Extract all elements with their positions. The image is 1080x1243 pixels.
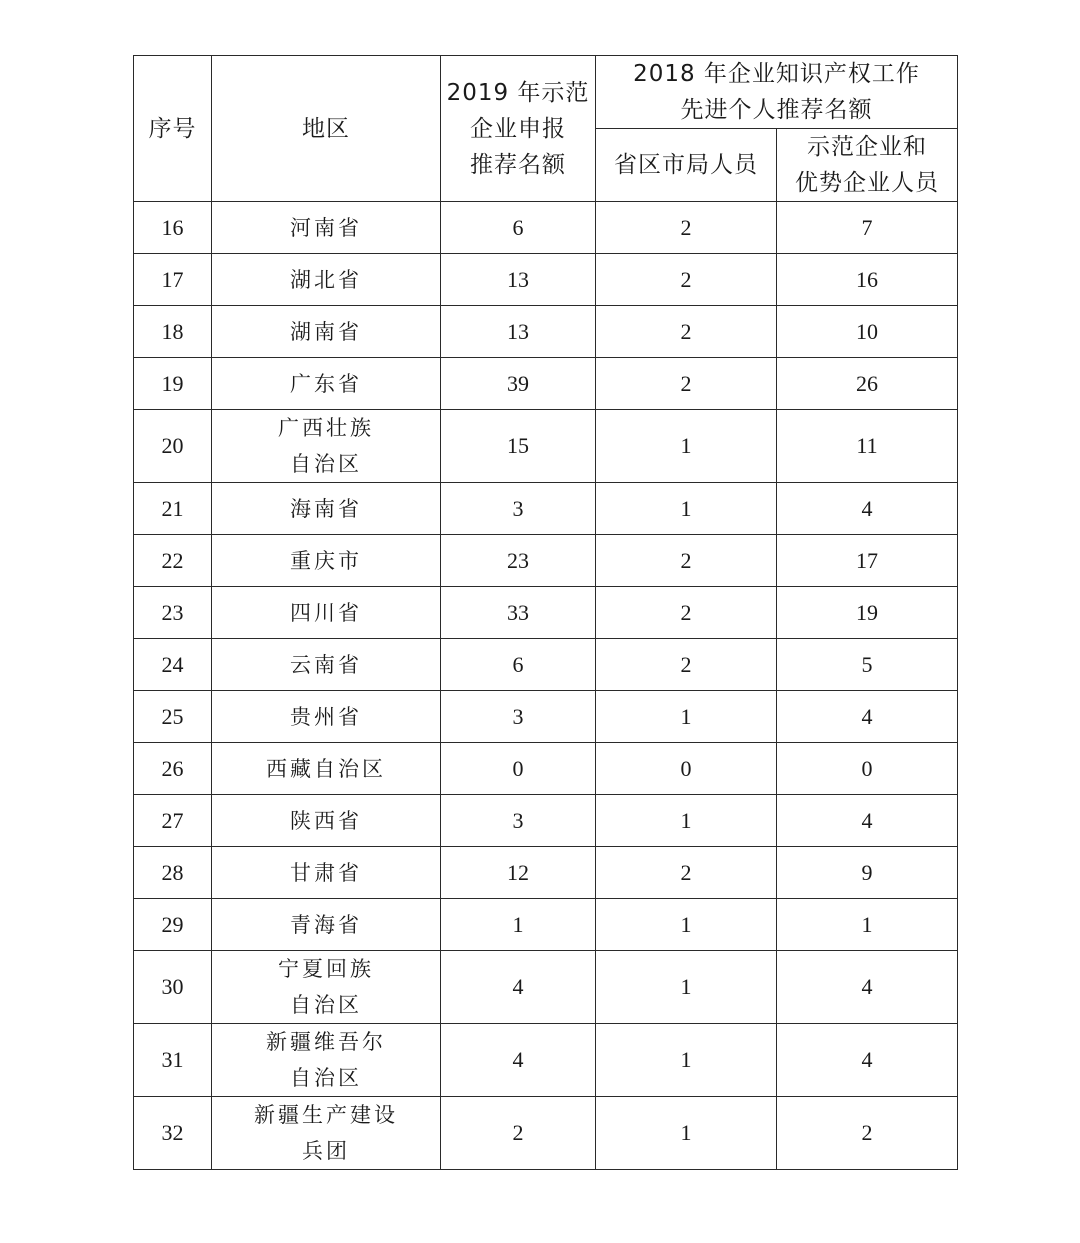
header-region: 地区 bbox=[212, 56, 441, 202]
header-demo-quota-line: 2019 年示范 bbox=[446, 79, 590, 106]
cell-index: 18 bbox=[134, 306, 212, 358]
header-demo-quota-line: 企业申报 bbox=[470, 115, 566, 142]
cell-enterprise-staff: 4 bbox=[777, 483, 958, 535]
table-row bbox=[134, 358, 958, 410]
header-enterprise-staff bbox=[777, 129, 958, 202]
cell-region bbox=[212, 306, 441, 358]
table-row bbox=[134, 587, 958, 639]
cell-demo-quota: 3 bbox=[441, 483, 596, 535]
cell-region bbox=[212, 358, 441, 410]
cell-demo-quota: 23 bbox=[441, 535, 596, 587]
cell-region bbox=[212, 410, 441, 483]
cell-bureau-staff: 2 bbox=[596, 535, 777, 587]
cell-index: 28 bbox=[134, 847, 212, 899]
cell-index: 31 bbox=[134, 1024, 212, 1097]
cell-index: 16 bbox=[134, 202, 212, 254]
cell-region-line: 广东省 bbox=[290, 371, 362, 396]
header-index: 序号 bbox=[134, 56, 212, 202]
table-header bbox=[134, 56, 958, 202]
cell-bureau-staff: 0 bbox=[596, 743, 777, 795]
cell-region-line: 贵州省 bbox=[290, 704, 362, 729]
quota-table bbox=[133, 55, 958, 1170]
cell-index: 23 bbox=[134, 587, 212, 639]
cell-demo-quota: 1 bbox=[441, 899, 596, 951]
cell-enterprise-staff: 0 bbox=[777, 743, 958, 795]
table-row bbox=[134, 202, 958, 254]
cell-demo-quota: 33 bbox=[441, 587, 596, 639]
table-row bbox=[134, 691, 958, 743]
cell-index: 25 bbox=[134, 691, 212, 743]
table-row bbox=[134, 483, 958, 535]
header-demo-quota bbox=[441, 56, 596, 202]
cell-enterprise-staff: 4 bbox=[777, 795, 958, 847]
cell-region-line: 自治区 bbox=[290, 452, 362, 476]
cell-enterprise-staff: 16 bbox=[777, 254, 958, 306]
table-row bbox=[134, 951, 958, 1024]
cell-demo-quota: 3 bbox=[441, 795, 596, 847]
cell-bureau-staff: 2 bbox=[596, 358, 777, 410]
cell-demo-quota: 3 bbox=[441, 691, 596, 743]
header-enterprise-staff-line: 示范企业和 bbox=[807, 134, 927, 160]
cell-enterprise-staff: 19 bbox=[777, 587, 958, 639]
cell-region bbox=[212, 639, 441, 691]
cell-region bbox=[212, 795, 441, 847]
cell-bureau-staff: 2 bbox=[596, 587, 777, 639]
header-enterprise-staff-line: 优势企业人员 bbox=[795, 170, 939, 196]
cell-enterprise-staff: 9 bbox=[777, 847, 958, 899]
cell-region-line: 海南省 bbox=[290, 496, 362, 521]
cell-region-line: 宁夏回族 bbox=[278, 957, 374, 981]
cell-enterprise-staff: 10 bbox=[777, 306, 958, 358]
header-award-group bbox=[596, 56, 958, 129]
cell-bureau-staff: 1 bbox=[596, 691, 777, 743]
cell-demo-quota: 13 bbox=[441, 254, 596, 306]
cell-index: 17 bbox=[134, 254, 212, 306]
cell-index: 21 bbox=[134, 483, 212, 535]
cell-bureau-staff: 1 bbox=[596, 410, 777, 483]
cell-region-line: 自治区 bbox=[290, 1066, 362, 1090]
cell-region-line: 新疆生产建设 bbox=[254, 1103, 398, 1127]
table-row bbox=[134, 743, 958, 795]
cell-region bbox=[212, 899, 441, 951]
cell-bureau-staff: 1 bbox=[596, 483, 777, 535]
cell-index: 22 bbox=[134, 535, 212, 587]
cell-region bbox=[212, 535, 441, 587]
cell-index: 20 bbox=[134, 410, 212, 483]
header-award-group-line: 2018 年企业知识产权工作 bbox=[633, 61, 920, 87]
cell-region-line: 云南省 bbox=[290, 652, 362, 677]
table-row bbox=[134, 1097, 958, 1170]
cell-enterprise-staff: 2 bbox=[777, 1097, 958, 1170]
cell-index: 24 bbox=[134, 639, 212, 691]
cell-region bbox=[212, 1024, 441, 1097]
cell-index: 27 bbox=[134, 795, 212, 847]
cell-enterprise-staff: 5 bbox=[777, 639, 958, 691]
cell-enterprise-staff: 11 bbox=[777, 410, 958, 483]
cell-enterprise-staff: 4 bbox=[777, 951, 958, 1024]
cell-demo-quota: 39 bbox=[441, 358, 596, 410]
cell-region-line: 陕西省 bbox=[290, 808, 362, 833]
table-body bbox=[134, 202, 958, 1170]
table-row bbox=[134, 410, 958, 483]
cell-bureau-staff: 1 bbox=[596, 1097, 777, 1170]
cell-region-line: 湖南省 bbox=[290, 319, 362, 344]
cell-bureau-staff: 1 bbox=[596, 899, 777, 951]
cell-region bbox=[212, 951, 441, 1024]
table-row bbox=[134, 847, 958, 899]
cell-region-line: 河南省 bbox=[290, 215, 362, 240]
cell-bureau-staff: 2 bbox=[596, 254, 777, 306]
cell-bureau-staff: 1 bbox=[596, 1024, 777, 1097]
cell-index: 19 bbox=[134, 358, 212, 410]
cell-index: 30 bbox=[134, 951, 212, 1024]
cell-region bbox=[212, 587, 441, 639]
cell-demo-quota: 12 bbox=[441, 847, 596, 899]
cell-region-line: 青海省 bbox=[290, 912, 362, 937]
cell-bureau-staff: 2 bbox=[596, 306, 777, 358]
table-row bbox=[134, 795, 958, 847]
cell-demo-quota: 6 bbox=[441, 202, 596, 254]
cell-enterprise-staff: 4 bbox=[777, 1024, 958, 1097]
cell-region bbox=[212, 743, 441, 795]
header-row-top bbox=[134, 56, 958, 129]
cell-enterprise-staff: 17 bbox=[777, 535, 958, 587]
cell-bureau-staff: 1 bbox=[596, 951, 777, 1024]
cell-region bbox=[212, 847, 441, 899]
cell-demo-quota: 4 bbox=[441, 951, 596, 1024]
cell-bureau-staff: 2 bbox=[596, 639, 777, 691]
table-row bbox=[134, 1024, 958, 1097]
cell-region bbox=[212, 202, 441, 254]
cell-region bbox=[212, 254, 441, 306]
cell-enterprise-staff: 4 bbox=[777, 691, 958, 743]
table-row bbox=[134, 306, 958, 358]
header-award-group-line: 先进个人推荐名额 bbox=[680, 97, 873, 123]
cell-region-line: 兵团 bbox=[302, 1139, 350, 1163]
cell-index: 32 bbox=[134, 1097, 212, 1170]
cell-bureau-staff: 1 bbox=[596, 795, 777, 847]
cell-region-line: 湖北省 bbox=[290, 267, 362, 292]
cell-enterprise-staff: 7 bbox=[777, 202, 958, 254]
header-demo-quota-line: 推荐名额 bbox=[470, 151, 566, 178]
cell-region-line: 新疆维吾尔 bbox=[266, 1030, 386, 1054]
cell-bureau-staff: 2 bbox=[596, 202, 777, 254]
cell-demo-quota: 4 bbox=[441, 1024, 596, 1097]
cell-region bbox=[212, 691, 441, 743]
table-row bbox=[134, 535, 958, 587]
cell-demo-quota: 2 bbox=[441, 1097, 596, 1170]
cell-demo-quota: 15 bbox=[441, 410, 596, 483]
table-row bbox=[134, 639, 958, 691]
cell-region-line: 广西壮族 bbox=[278, 416, 374, 440]
cell-region-line: 重庆市 bbox=[290, 548, 362, 573]
cell-region bbox=[212, 1097, 441, 1170]
cell-bureau-staff: 2 bbox=[596, 847, 777, 899]
table-row bbox=[134, 899, 958, 951]
cell-region-line: 西藏自治区 bbox=[266, 756, 386, 781]
cell-demo-quota: 0 bbox=[441, 743, 596, 795]
cell-enterprise-staff: 1 bbox=[777, 899, 958, 951]
cell-enterprise-staff: 26 bbox=[777, 358, 958, 410]
cell-region-line: 四川省 bbox=[290, 600, 362, 625]
cell-region-line: 自治区 bbox=[290, 993, 362, 1017]
cell-region bbox=[212, 483, 441, 535]
cell-index: 26 bbox=[134, 743, 212, 795]
cell-demo-quota: 13 bbox=[441, 306, 596, 358]
header-bureau-staff: 省区市局人员 bbox=[596, 129, 777, 202]
cell-region-line: 甘肃省 bbox=[290, 860, 362, 885]
cell-demo-quota: 6 bbox=[441, 639, 596, 691]
cell-index: 29 bbox=[134, 899, 212, 951]
table-row bbox=[134, 254, 958, 306]
